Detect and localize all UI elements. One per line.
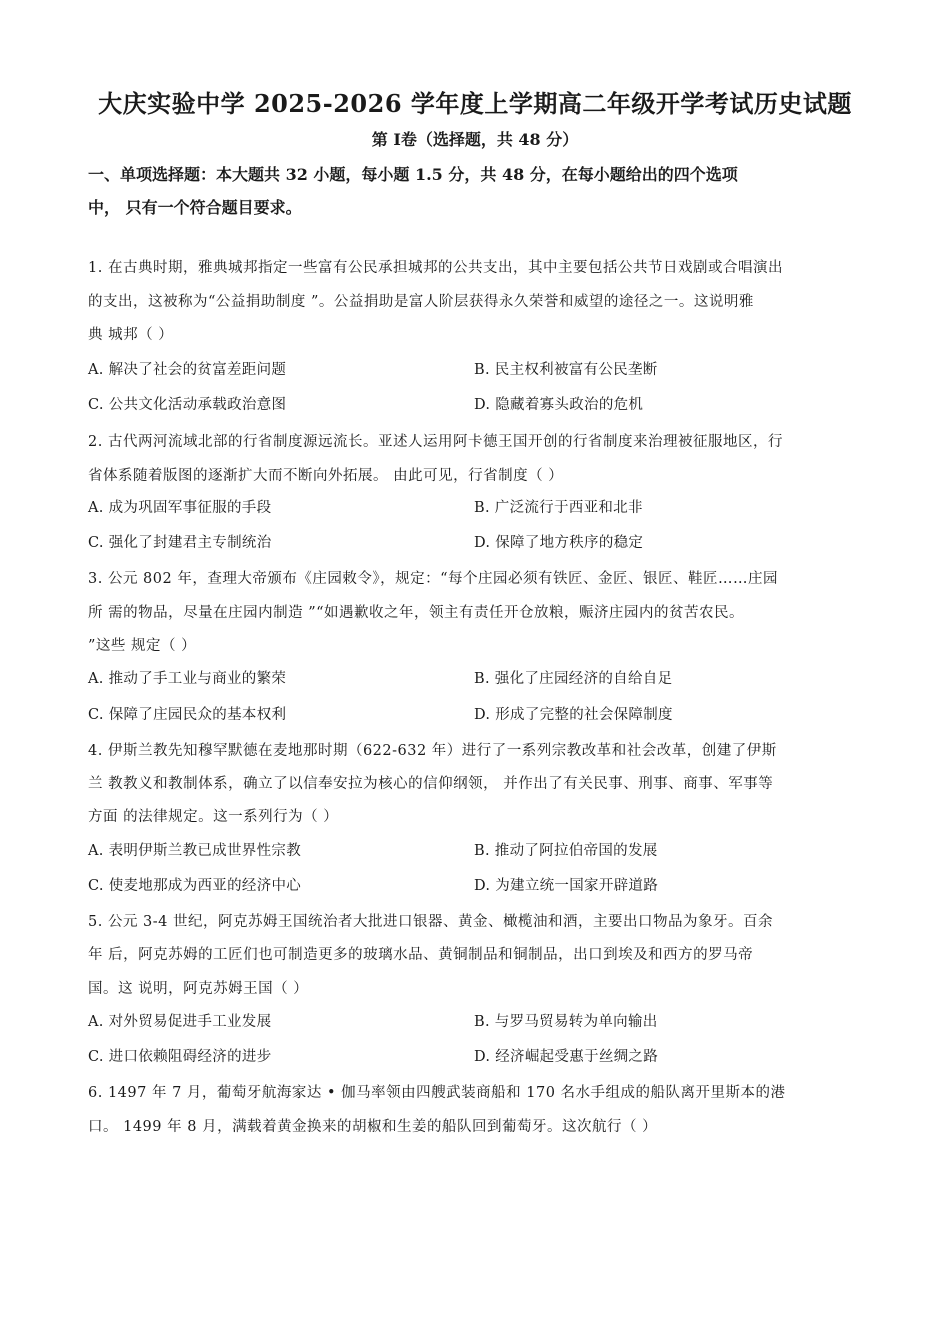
question-1-line-2: 的支出，这被称为“公益捐助制度 ”。公益捐助是富人阶层获得永久荣誉和威望的途径之一。这说明雅 <box>88 294 754 310</box>
question-1-option-a: A. 解决了社会的贫富差距问题 <box>88 362 287 378</box>
question-4-line-1: 4. 伊斯兰教先知穆罕默德在麦地那时期（622-632 年）进行了一系列宗教改革和社会改革，创建了伊斯 <box>88 743 777 759</box>
question-3-option-b: B. 强化了庄园经济的自给自足 <box>474 671 673 687</box>
exam-title: 大庆实验中学 2025-2026 学年度上学期高二年级开学考试历史试题 <box>98 89 852 118</box>
question-2-option-a: A. 成为巩固军事征服的手段 <box>88 500 272 516</box>
question-3-line-1: 3. 公元 802 年，查理大帝颁布《庄园敕令》，规定：“每个庄园必须有铁匠、金匠、银匠、鞋匠……庄园 <box>88 571 778 587</box>
question-4-option-d: D. 为建立统一国家开辟道路 <box>474 878 659 894</box>
question-3-option-c: C. 保障了庄园民众的基本权利 <box>88 707 287 723</box>
exam-subtitle: 第 Ⅰ卷（选择题，共 48 分） <box>371 130 579 149</box>
question-6-line-2: 口。 1499 年 8 月，满载着黄金换来的胡椒和生姜的船队回到葡萄牙。这次航行（ ） <box>88 1119 658 1135</box>
question-5-option-a: A. 对外贸易促进手工业发展 <box>88 1014 272 1030</box>
question-3-line-2: 所 需的物品，尽量在庄园内制造 ”“如遇歉收之年，领主有责任开仓放粮，赈济庄园内的贫苦农民。 <box>88 605 745 621</box>
question-1-line-3: 典 城邦（ ） <box>88 327 174 343</box>
question-2-option-d: D. 保障了地方秩序的稳定 <box>474 535 644 551</box>
question-6-line-1: 6. 1497 年 7 月，葡萄牙航海家达 • 伽马率领由四艘武装商船和 170 名水手组成的船队离开里斯本的港 <box>88 1085 786 1101</box>
question-2-line-1: 2. 古代两河流域北部的行省制度源远流长。亚述人运用阿卡德王国开创的行省制度来治理被征服地区，行 <box>88 434 783 450</box>
question-1-line-1: 1. 在古典时期，雅典城邦指定一些富有公民承担城邦的公共支出，其中主要包括公共节日戏剧或合唱演出 <box>88 260 783 276</box>
section-instructions-line-2: 中， 只有一个符合题目要求。 <box>88 198 302 217</box>
section-instructions-line-1: 一、单项选择题：本大题共 32 小题，每小题 1.5 分，共 48 分，在每小题给出的四个选项 <box>88 165 738 184</box>
question-1-option-b: B. 民主权利被富有公民垄断 <box>474 362 658 378</box>
question-4-line-2: 兰 教教义和教制体系，确立了以信奉安拉为核心的信仰纲领， 并作出了有关民事、刑事、商事、军事等 <box>88 776 774 792</box>
question-4-option-a: A. 表明伊斯兰教已成世界性宗教 <box>88 843 301 859</box>
question-5-option-c: C. 进口依赖阻碍经济的进步 <box>88 1049 272 1065</box>
question-2-option-b: B. 广泛流行于西亚和北非 <box>474 500 643 516</box>
question-4-option-b: B. 推动了阿拉伯帝国的发展 <box>474 843 658 859</box>
question-3-option-d: D. 形成了完整的社会保障制度 <box>474 707 673 723</box>
question-5-line-3: 国。这 说明，阿克苏姆王国（ ） <box>88 981 309 997</box>
question-3-option-a: A. 推动了手工业与商业的繁荣 <box>88 671 287 687</box>
question-1-option-d: D. 隐藏着寡头政治的危机 <box>474 397 644 413</box>
question-3-line-3: ”这些 规定（ ） <box>88 638 197 654</box>
question-2-line-2: 省体系随着版图的逐渐扩大而不断向外拓展。 由此可见，行省制度（ ） <box>88 468 564 484</box>
question-5-option-d: D. 经济崛起受惠于丝绸之路 <box>474 1049 659 1065</box>
question-5-option-b: B. 与罗马贸易转为单向输出 <box>474 1014 658 1030</box>
question-4-line-3: 方面 的法律规定。这一系列行为（ ） <box>88 809 339 825</box>
question-5-line-1: 5. 公元 3-4 世纪，阿克苏姆王国统治者大批进口银器、黄金、橄榄油和酒，主要出口物品为象牙。百余 <box>88 914 774 930</box>
question-5-line-2: 年 后，阿克苏姆的工匠们也可制造更多的玻璃水品、黄铜制品和铜制品，出口到埃及和西方的罗马帝 <box>88 947 754 963</box>
question-1-option-c: C. 公共文化活动承载政治意图 <box>88 397 287 413</box>
question-2-option-c: C. 强化了封建君主专制统治 <box>88 535 272 551</box>
question-4-option-c: C. 使麦地那成为西亚的经济中心 <box>88 878 302 894</box>
